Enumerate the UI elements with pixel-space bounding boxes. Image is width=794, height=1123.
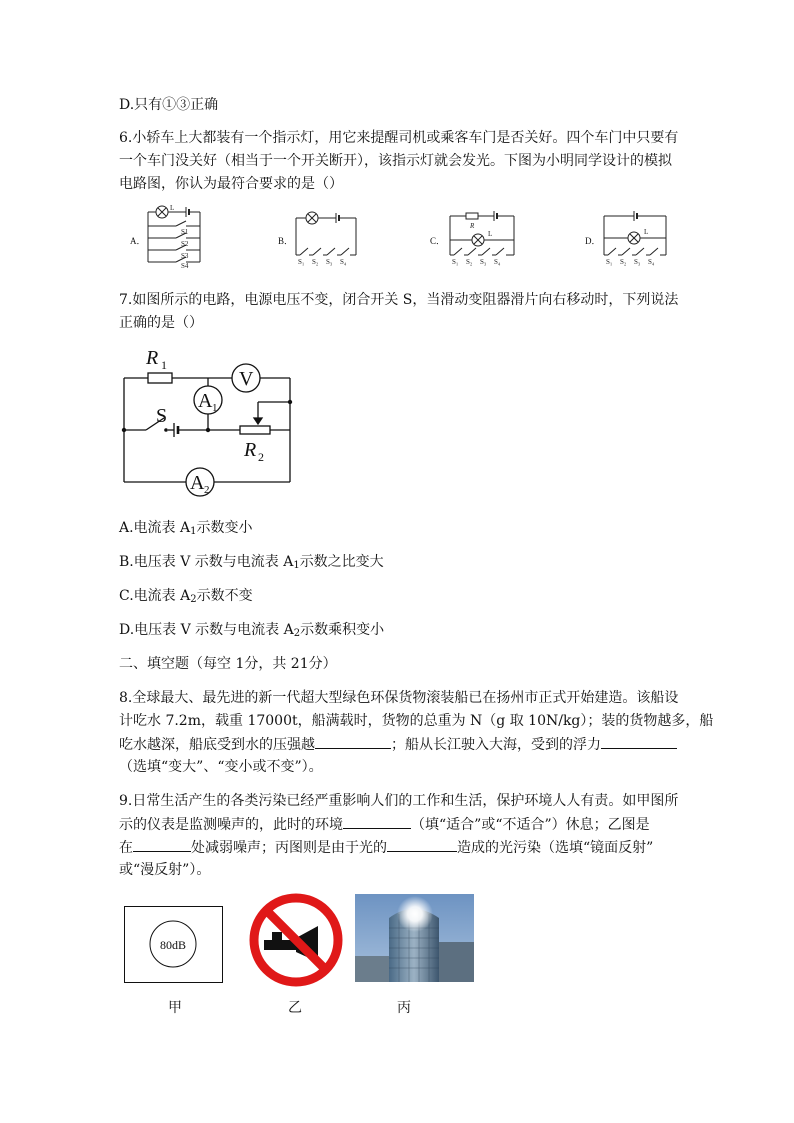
q6-circuit-b xyxy=(296,210,358,268)
r2-sub: 2 xyxy=(258,450,264,464)
caption-yi: 乙 xyxy=(288,1000,302,1016)
svg-text:S₃: S₃ xyxy=(634,258,641,266)
switch-label-s1: S1 xyxy=(181,228,189,236)
q6-option-c-label: C． xyxy=(430,236,446,246)
sun-glare xyxy=(397,896,433,932)
caption-jia: 甲 xyxy=(168,1000,182,1016)
q9-text-line1: 9.日常生活产生的各类污染已经严重影响人们的工作和生活，保护环境人人有责。如甲图所 xyxy=(119,793,679,809)
switch-label-s2: S2 xyxy=(181,240,189,248)
blank xyxy=(343,814,411,829)
q6-option-d-label: D． xyxy=(585,236,601,246)
blank xyxy=(601,734,677,749)
svg-text:S₄: S₄ xyxy=(340,258,347,266)
section-title: 二、填空题（每空 1分，共 21分） xyxy=(119,656,337,672)
q6-text-line3: 电路图，你认为最符合要求的是（） xyxy=(119,176,343,192)
lamp-label-c: L xyxy=(488,230,493,238)
q6-text-line1: 6.小轿车上大都装有一个指示灯，用它来提醒司机或乘客车门是否关好。四个车门中只要有 xyxy=(119,130,679,146)
q7-option-b: B.电压表 V 示数与电流表 $A_1$示数之比变大 xyxy=(119,554,384,571)
r2-label: R xyxy=(244,439,257,461)
q6-circuit-d xyxy=(604,210,668,268)
svg-text:S₂: S₂ xyxy=(466,258,473,266)
q6-option-b-label: B． xyxy=(278,236,294,246)
q7-text-line1: 7.如图所示的电路，电源电压不变，闭合开关 S，当滑动变阻器滑片向右移动时，下列说法 xyxy=(119,292,679,308)
lamp-label: L xyxy=(170,204,175,212)
svg-text:S₁: S₁ xyxy=(298,258,305,266)
svg-text:S₃: S₃ xyxy=(480,258,487,266)
meter-reading: 80dB xyxy=(159,938,187,952)
blank xyxy=(315,734,391,749)
voltmeter-label: V xyxy=(239,368,254,390)
q7-text-line2: 正确的是（） xyxy=(119,315,203,331)
noise-meter-figure xyxy=(124,906,224,984)
q7-circuit xyxy=(118,342,303,500)
svg-text:S₄: S₄ xyxy=(494,258,501,266)
svg-text:S₄: S₄ xyxy=(648,258,655,266)
a2-label: A xyxy=(190,472,205,494)
q5-option-d: D.只有①③正确 xyxy=(119,97,219,113)
r1-label: R xyxy=(146,347,159,369)
blank xyxy=(387,837,457,852)
q7-option-a: A.电流表 $A_1$示数变小 xyxy=(119,520,253,537)
a1-sub: 1 xyxy=(212,402,218,414)
blank xyxy=(133,837,191,852)
svg-text:S₁: S₁ xyxy=(606,258,613,266)
svg-text:S₁: S₁ xyxy=(452,258,459,266)
svg-text:S₂: S₂ xyxy=(620,258,627,266)
switch-s-label: S xyxy=(156,405,168,427)
q9-text-line4: 或“漫反射”）。 xyxy=(119,862,211,878)
svg-text:S₂: S₂ xyxy=(312,258,319,266)
q8-text-line1: 8.全球最大、最先进的新一代超大型绿色环保货物滚装船已在扬州市正式开始建造。该船设 xyxy=(119,690,679,706)
q8-text-line3: 吃水越深，船底受到水的压强越 ；船从长江驶入大海，受到的浮力 xyxy=(119,734,677,755)
r1-sub: 1 xyxy=(161,358,167,372)
glass-building-photo xyxy=(355,894,474,982)
a2-sub: 2 xyxy=(204,484,210,496)
caption-bing: 丙 xyxy=(397,1000,411,1016)
svg-text:S₃: S₃ xyxy=(326,258,333,266)
q9-text-line3: 在 处减弱噪声；丙图则是由于光的 造成的光污染（选填“镜面反射” xyxy=(119,837,653,858)
q6-circuit-c xyxy=(450,210,516,268)
lamp-label-d: L xyxy=(644,228,649,236)
a1-label: A xyxy=(198,390,213,412)
q9-text-line2: 示的仪表是监测噪声的，此时的环境 （填“适合”或“不适合”）休息；乙图是 xyxy=(119,814,650,835)
q6-text-line2: 一个车门没关好（相当于一个开关断开），该指示灯就会发光。下图为小明同学设计的模拟 xyxy=(119,153,672,169)
switch-label-s4: S4 xyxy=(181,262,189,270)
q7-option-c: C.电流表 $A_2$示数不变 xyxy=(119,588,253,605)
no-horn-sign-figure xyxy=(248,892,344,988)
q7-option-d: D.电压表 V 示数与电流表 $A_2$示数乘积变小 xyxy=(119,622,385,639)
q6-option-a-label: A． xyxy=(130,236,146,246)
resistor-label: R xyxy=(470,222,475,230)
q8-text-line2: 计吃水 7.2m，载重 17000t，船满载时，货物的总重为 N（g 取 10N/kg）；装的货物越多，船 xyxy=(119,713,714,729)
q8-text-line4: （选填“变大”、“变小或不变”）。 xyxy=(119,759,323,775)
switch-label-s3: S3 xyxy=(181,252,189,260)
q6-circuit-a xyxy=(148,204,208,270)
